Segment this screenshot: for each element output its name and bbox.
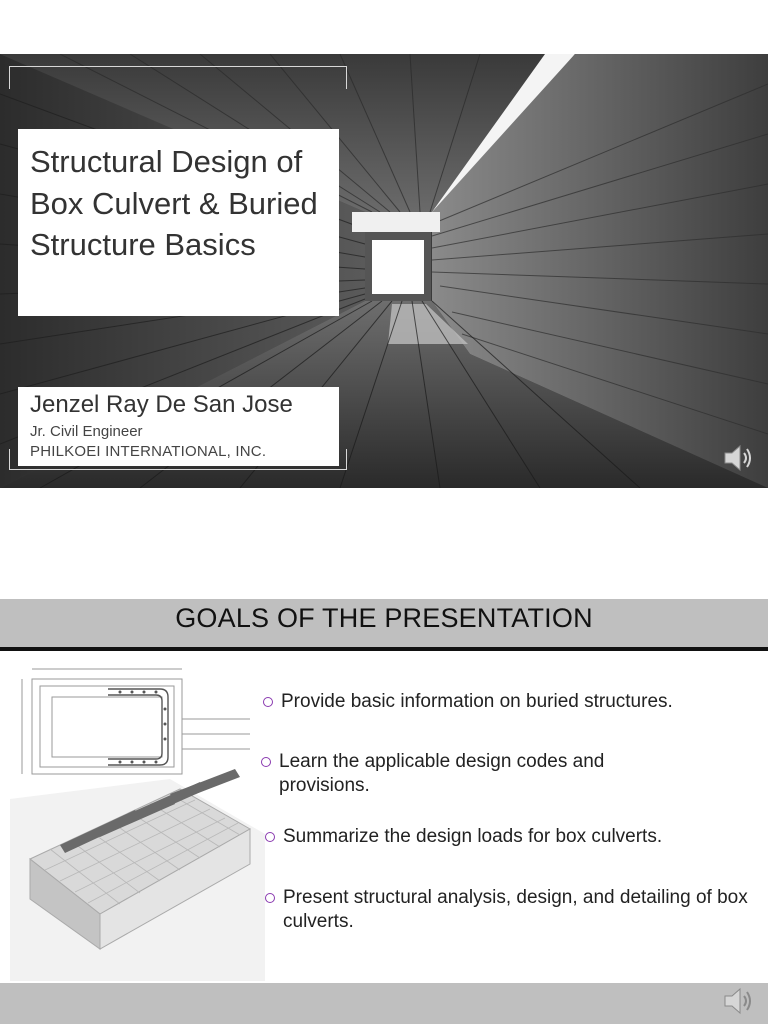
box-culvert-drawing	[10, 659, 265, 981]
author-name: Jenzel Ray De San Jose	[30, 391, 293, 418]
heading-underline	[0, 647, 768, 651]
goal-item: Summarize the design loads for box culverts.	[265, 825, 745, 849]
decorative-frame-top	[9, 66, 347, 89]
speaker-icon[interactable]	[722, 442, 756, 474]
author-role: Jr. Civil Engineer	[30, 423, 143, 440]
goals-slide	[0, 599, 768, 1024]
goal-item: Learn the applicable design codes and provisions.	[261, 750, 681, 798]
goal-item: Present structural analysis, design, and detailing of box culverts.	[265, 886, 755, 934]
speaker-icon[interactable]	[722, 985, 756, 1017]
bullet-circle-icon	[261, 757, 271, 767]
goal-item: Provide basic information on buried structures.	[263, 690, 743, 714]
slide-heading: GOALS OF THE PRESENTATION	[175, 603, 593, 633]
slide-title: Structural Design of Box Culvert & Buried Structure Basics	[30, 144, 318, 262]
author-box	[18, 387, 339, 466]
bullet-circle-icon	[265, 832, 275, 842]
bullet-circle-icon	[263, 697, 273, 707]
bullet-circle-icon	[265, 893, 275, 903]
footer-bar	[0, 983, 768, 1024]
title-box	[18, 129, 339, 316]
title-slide	[0, 54, 768, 488]
author-company: PHILKOEI INTERNATIONAL, INC.	[30, 443, 267, 460]
